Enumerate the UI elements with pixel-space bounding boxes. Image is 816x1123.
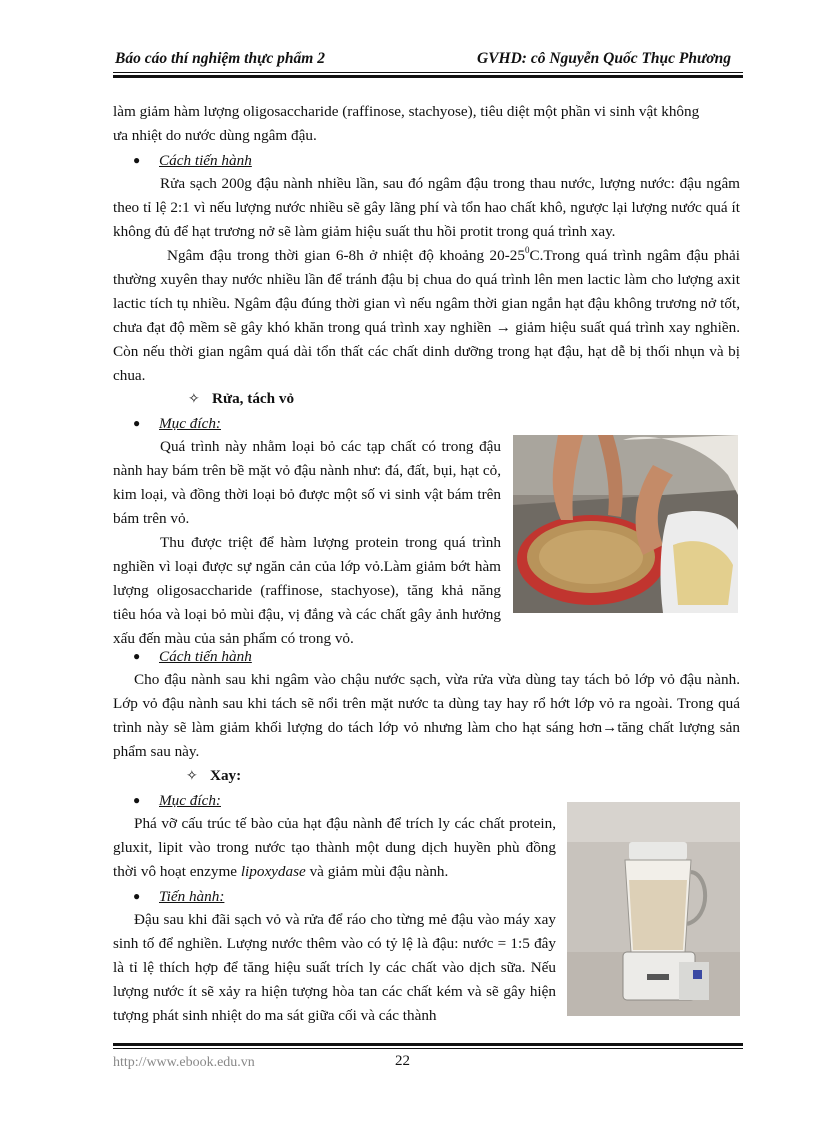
bullet-label: Mục đích: bbox=[159, 792, 221, 809]
header-rule-thin bbox=[113, 72, 743, 73]
page-number: 22 bbox=[395, 1053, 410, 1069]
bullet-purpose-2 bbox=[133, 788, 221, 813]
bullet-purpose-1 bbox=[133, 411, 221, 436]
soaking-paragraph-1: Rửa sạch 200g đậu nành nhiều lần, sau đó ngâm đậu trong thau nước, lượng nước: đậu ngâm theo tỉ lệ 2:1 vì nếu lượng nước nhiều sẽ gây lãng phí và tổn hao chất khô, ngược lại lượng nước quá ít không đủ để hạt trương nở sẽ làm giảm hiệu suất thu hồi protit trong quá trình xay. bbox=[113, 175, 740, 240]
bullet-procedure bbox=[133, 884, 224, 909]
photo-washing-soybeans bbox=[513, 435, 738, 613]
bullet-label: Cách tiến hành bbox=[159, 152, 252, 169]
section-grinding-title: ✧ Xay: bbox=[186, 764, 241, 789]
header-instructor: GVHD: cô Nguyễn Quốc Thục Phương bbox=[477, 50, 731, 67]
right-arrow-icon: → bbox=[602, 719, 618, 736]
grinding-procedure-paragraph: Đậu sau khi đãi sạch vỏ và rửa để ráo cho từng mẻ đậu vào máy xay sinh tố để nghiền. Lượng nước thêm vào có tỷ lệ là đậu: nước = 1:5 đây là tỉ lệ thích hợp để tăng hiệu suất trích ly các chất vào dịch sữa. Nếu lượng nước ít sẽ xảy ra hiện tượng hòa tan các chất kém và sẽ gây hiện tượng phát sinh nhiệt do ma sát giữa cối và các thành bbox=[113, 911, 556, 1024]
bullet-icon: ● bbox=[133, 649, 141, 663]
bullet-method-2 bbox=[133, 644, 252, 669]
intro-line-2: ưa nhiệt do nước dùng ngâm đậu. bbox=[113, 127, 317, 144]
bullet-icon: ● bbox=[133, 889, 141, 903]
footer-rule-thick bbox=[113, 1043, 743, 1046]
washing-purpose-paragraph-1: Quá trình này nhằm loại bỏ các tạp chất có trong đậu nành hay bám trên bề mặt vỏ đậu nành như: đá, đất, bụi, hạt cỏ, kim loại, và đồng thời loại bỏ được một số vi sinh vật bám trên bám trên vỏ. bbox=[113, 438, 501, 527]
bullet-icon: ● bbox=[133, 416, 141, 430]
bullet-icon: ● bbox=[133, 793, 141, 807]
photo-blender bbox=[567, 802, 740, 1016]
soaking-paragraph-2: Ngâm đậu trong thời gian 6-8h ở nhiệt độ khoảng $20-25^0C.Trong$ quá trình ngâm đậu phải thường xuyên thay nước nhiều lần để tránh đậu bị chua do quá trình lên men lactic làm cho lượng axit lactic tích tụ nhiều. Ngâm đậu đúng thời gian vì nếu ngâm thời gian ngắn hạt đậu không trương nở tốt, chưa đạt độ mềm sẽ gây khó khăn trong quá trình xay nghiền → giảm hiệu suất quá trình xay nghiền. Còn nếu thời gian ngâm quá dài tổn thất các chất dinh dưỡng trong hạt đậu, hạt dễ bị thối nhụn và bị chua. bbox=[113, 245, 740, 384]
right-arrow-icon: → bbox=[495, 319, 511, 336]
bullet-label: Mục đích: bbox=[159, 415, 221, 432]
bullet-method-1 bbox=[133, 148, 252, 173]
four-point-star-icon: ✧ bbox=[188, 392, 200, 407]
header-report-title: Báo cáo thí nghiệm thực phẩm 2 bbox=[115, 50, 325, 67]
footer-url: http://www.ebook.edu.vn bbox=[113, 1055, 255, 1070]
intro-line-1: làm giảm hàm lượng oligosaccharide (raffinose, stachyose), tiêu diệt một phần vi sinh vật không bbox=[113, 103, 700, 120]
bullet-label: Tiến hành: bbox=[159, 888, 225, 905]
page-header bbox=[113, 50, 743, 70]
grinding-purpose-paragraph: Phá vỡ cấu trúc tế bào của hạt đậu nành để trích ly các chất protein, gluxit, lipit vào trong nước tạo thành một dung dịch huyền phù đồng thời vô hoạt enzyme lipoxydase và giảm mùi đậu nành. bbox=[113, 815, 556, 880]
footer-rule-thin bbox=[113, 1048, 743, 1049]
washing-method-paragraph: Cho đậu nành sau khi ngâm vào chậu nước sạch, vừa rửa vừa dùng tay tách bỏ lớp vỏ đậu nành. Lớp vỏ đậu nành sau khi tách sẽ nổi trên mặt nước ta dùng tay hay rổ hớt lớp vỏ ra ngoài. Trong quá trình này sẽ làm giảm khối lượng do tách lớp vỏ nhưng làm cho hạt sáng hơn→tăng chất lượng sản phẩm sau này. bbox=[113, 671, 741, 760]
section-washing-title: ✧ Rửa, tách vỏ bbox=[188, 387, 294, 412]
four-point-star-icon: ✧ bbox=[186, 769, 198, 784]
bullet-icon: ● bbox=[133, 153, 141, 167]
header-rule-thick bbox=[113, 75, 743, 78]
bullet-label: Cách tiến hành bbox=[159, 648, 252, 665]
washing-purpose-paragraph-2: Thu được triệt để hàm lượng protein trong quá trình nghiền vì loại được sự ngăn cản của lớp vỏ.Làm giảm bớt hàm lượng oligosaccharide (raffinose, stachyose), tăng khả năng tiêu hóa và loại bỏ mùi đậu, vị đắng và các chất gây ảnh hưởng xấu đến màu của sản phẩm có trong vỏ. bbox=[113, 534, 501, 647]
